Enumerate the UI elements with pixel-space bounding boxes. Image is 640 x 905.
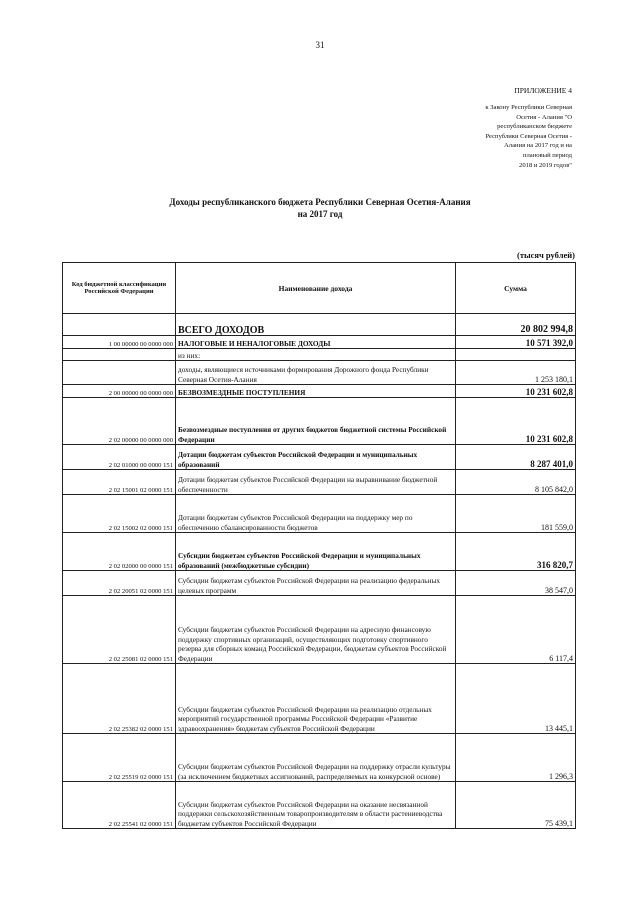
table-row	[63, 533, 576, 571]
appendix-label: ПРИЛОЖЕНИЕ 4	[514, 86, 572, 95]
table-row	[63, 782, 576, 829]
row-amount: 316 820,7	[456, 533, 576, 571]
table-row	[63, 664, 576, 734]
row-name: Безвозмездные поступления от других бюджетов бюджетной системы Российской Федерации	[176, 398, 456, 445]
row-name: Субсидии бюджетам субъектов Российской Федерации на поддержку отрасли культуры (за исключением бюджетных ассигнований, распределяемых на конкурсной основе)	[176, 734, 456, 782]
row-name: доходы, являющиеся источниками формирования Дорожного фонда Республики Северная Осетия-Алания	[176, 361, 456, 385]
table-row	[63, 349, 576, 361]
row-name: Субсидии бюджетам субъектов Российской Федерации на реализацию отдельных мероприятий государственной программы Российской Федерации «Развитие здравоохранения» бюджетам субъектов Российской Федерации	[176, 664, 456, 734]
row-code: 2 02 15001 02 0000 151	[63, 470, 176, 495]
row-amount: 10 571 392,0	[456, 336, 576, 349]
law-reference-line: Республики Северная Осетия -	[485, 132, 572, 140]
row-amount: 6 117,4	[456, 596, 576, 664]
table-row	[63, 336, 576, 349]
law-reference-line: Осетия - Алания "О	[516, 113, 572, 121]
table-row	[63, 734, 576, 782]
document-title	[60, 196, 580, 220]
row-name: Дотации бюджетам субъектов Российской Федерации на выравнивание бюджетной обеспеченности	[176, 470, 456, 495]
row-code	[63, 349, 176, 361]
row-amount: 38 547,0	[456, 571, 576, 596]
row-name: БЕЗВОЗМЕЗДНЫЕ ПОСТУПЛЕНИЯ	[176, 385, 456, 398]
title-line: на 2017 год	[297, 209, 343, 219]
law-reference-line: Алания на 2017 год и на	[504, 142, 572, 150]
table-row	[63, 385, 576, 398]
row-code	[63, 314, 176, 336]
row-name: НАЛОГОВЫЕ И НЕНАЛОГОВЫЕ ДОХОДЫ	[176, 336, 456, 349]
row-name: Дотации бюджетам субъектов Российской Федерации на поддержку мер по обеспечению сбалансированности бюджетов	[176, 495, 456, 533]
table-row	[63, 445, 576, 470]
row-name: из них:	[176, 349, 456, 361]
header-code: Код бюджетной классификации Российской Федерации	[63, 263, 176, 314]
row-name: ВСЕГО ДОХОДОВ	[176, 314, 456, 336]
table-row	[63, 470, 576, 495]
row-code: 2 02 15002 02 0000 151	[63, 495, 176, 533]
law-reference	[446, 103, 572, 170]
row-amount: 75 439,1	[456, 782, 576, 829]
row-amount	[456, 349, 576, 361]
row-code: 2 02 25519 02 0000 151	[63, 734, 176, 782]
row-name: Субсидии бюджетам субъектов Российской Федерации на оказание несвязанной поддержки сельскохозяйственным товаропроизводителям в области растениеводства бюджетам субъектов Российской Федерации	[176, 782, 456, 829]
table-header-row	[63, 263, 576, 314]
table-row-total	[63, 314, 576, 336]
law-reference-line: республиканском бюджете	[497, 123, 572, 131]
units-label: (тысяч рублей)	[517, 250, 575, 260]
row-amount: 10 231 602,8	[456, 385, 576, 398]
header-amount: Сумма	[456, 263, 576, 314]
row-amount: 1 253 180,1	[456, 361, 576, 385]
row-amount: 20 802 994,8	[456, 314, 576, 336]
row-amount: 10 231 602,8	[456, 398, 576, 445]
row-name: Субсидии бюджетам субъектов Российской Федерации на адресную финансовую поддержку спортивных организаций, осуществляющих подготовку спортивного резерва для сборных команд Российской Федерации, бюджетам субъектов Российской Федерации	[176, 596, 456, 664]
page-number: 31	[315, 40, 325, 50]
law-reference-line: 2018 и 2019 годов"	[519, 161, 572, 169]
law-reference-line: плановый период	[522, 151, 572, 159]
row-code: 1 00 00000 00 0000 000	[63, 336, 176, 349]
row-amount: 1 296,3	[456, 734, 576, 782]
row-code	[63, 361, 176, 385]
table-row	[63, 361, 576, 385]
table-row	[63, 495, 576, 533]
table-row	[63, 596, 576, 664]
row-name: Субсидии бюджетам субъектов Российской Федерации и муниципальных образований (межбюджетные субсидии)	[176, 533, 456, 571]
row-code: 2 02 01000 00 0000 151	[63, 445, 176, 470]
row-code: 2 02 02000 00 0000 151	[63, 533, 176, 571]
row-name: Субсидии бюджетам субъектов Российской Федерации на реализацию федеральных целевых программ	[176, 571, 456, 596]
law-reference-line: к Закону Республики Северная	[485, 104, 572, 111]
row-amount: 181 559,0	[456, 495, 576, 533]
row-code: 2 02 00000 00 0000 000	[63, 398, 176, 445]
revenue-table	[62, 262, 576, 829]
title-line: Доходы республиканского бюджета Республики Северная Осетия-Алания	[169, 197, 471, 207]
row-code: 2 02 25541 02 0000 151	[63, 782, 176, 829]
header-name: Наименование дохода	[176, 263, 456, 314]
row-code: 2 02 25382 02 0000 151	[63, 664, 176, 734]
row-name: Дотации бюджетам субъектов Российской Федерации и муниципальных образований	[176, 445, 456, 470]
row-amount: 8 287 401,0	[456, 445, 576, 470]
table-row	[63, 571, 576, 596]
row-code: 2 00 00000 00 0000 000	[63, 385, 176, 398]
row-code: 2 02 20051 02 0000 151	[63, 571, 176, 596]
table-row	[63, 398, 576, 445]
row-code: 2 02 25081 02 0000 151	[63, 596, 176, 664]
row-amount: 13 445,1	[456, 664, 576, 734]
row-amount: 8 105 842,0	[456, 470, 576, 495]
